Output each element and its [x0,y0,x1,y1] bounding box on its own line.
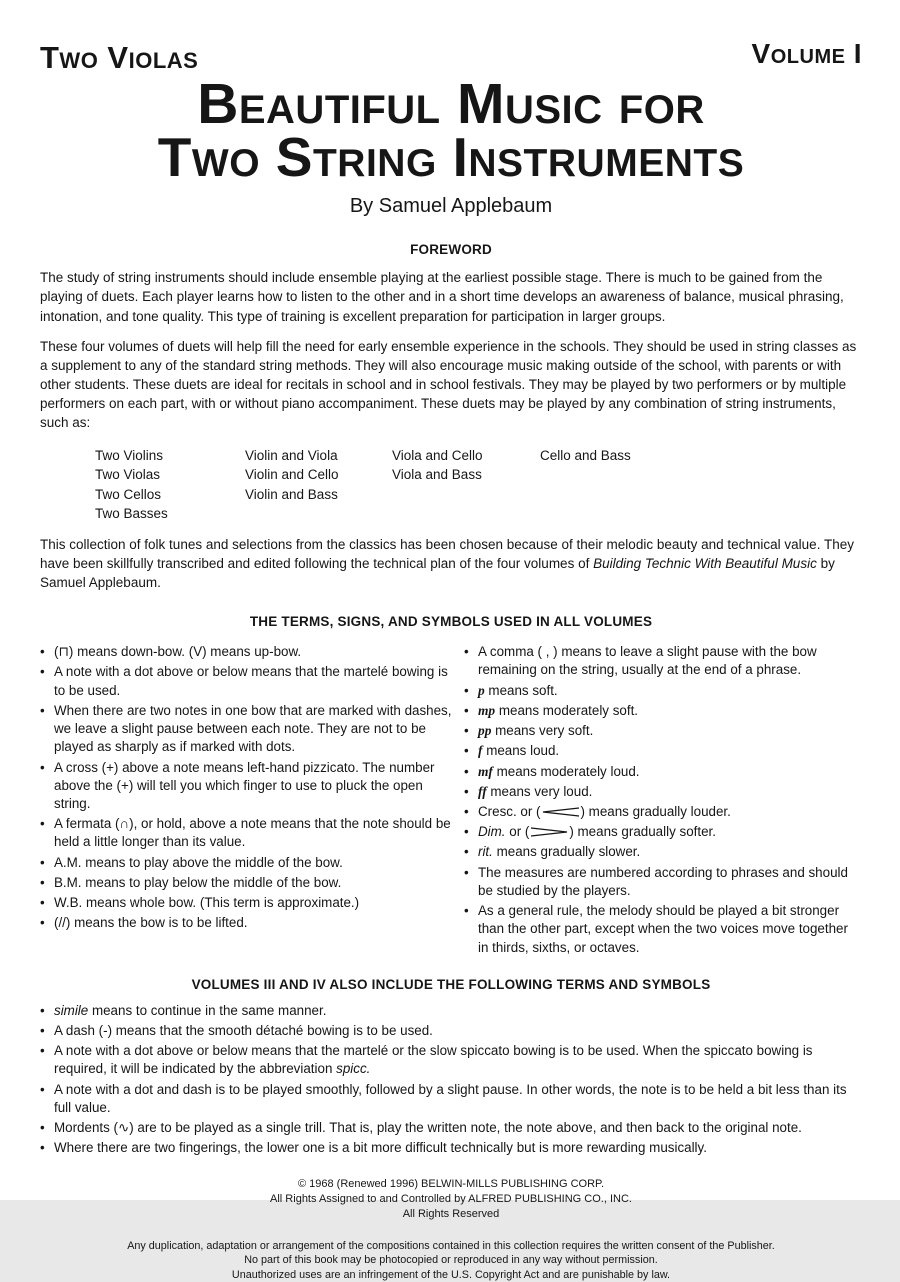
decrescendo-icon [530,827,568,837]
copyright-line-2: All Rights Assigned to and Controlled by ALFRED PUBLISHING CO., INC. [270,1193,632,1205]
dynamic-symbol-pp: pp [478,723,492,739]
combination-item: Cello and Bass [540,447,631,463]
foreword-paragraph-3 [40,535,862,592]
copyright-line-3: All Rights Reserved [402,1207,500,1220]
dynamic-symbol-mp: mp [478,702,496,718]
term-item [464,843,862,861]
term-text: or ( [505,824,530,840]
term-item: • When there are two notes in one bow that are marked with dashes, we leave a slight pause between each note. They are not to be played as sharply as if marked with dots. [40,702,454,757]
term-text: ) means gradually louder. [580,803,731,819]
terms-section-heading: THE TERMS, SIGNS, AND SYMBOLS USED IN ALL VOLUMES [249,614,653,630]
term-item: • A note with a dot above or below means that the martelé bowing is to be used. [40,663,454,699]
term-item: • Mordents (∿) are to be played as a single trill. That is, play the written note, the note above, and then back to the original note. [40,1119,862,1137]
foreword-paragraph-2: These four volumes of duets will help fill the need for early ensemble experience in the schools. They should be used in string classes as a supplement to any of the standard string methods. They will also encourage music making outside of the school, with parents or with other students. These duets are ideal for recitals in school and in school festivals. They may be played by two performers or by multiple performers on each part, with or without piano accompaniment. These duets may be played by any combination of string instruments, such as: [40,338,857,431]
simile-label: simile [54,1002,89,1018]
combination-item: Two Basses [95,506,168,522]
term-text: means gradually slower. [492,844,641,860]
book-title-line2: Two String Instruments [157,126,745,189]
terms-right-list [464,643,862,957]
paragraph-text: by Samuel Applebaum. [40,555,835,591]
term-item [464,702,862,720]
book-reference-italic: Building Technic With Beautiful Music [593,555,817,571]
term-item [464,823,862,841]
rit-label: rit. [478,844,493,860]
term-item [464,722,862,740]
term-item [464,783,862,801]
combination-item: Two Violins [95,447,164,463]
combination-item: Violin and Viola [245,447,338,463]
term-text: means moderately loud. [492,763,640,779]
term-item [40,1042,862,1078]
term-text: A note with a dot above or below means that the martelé or the slow spiccato bowing is to be used. When the spiccato bowing is required, it will be indicated by the abbreviation [54,1043,813,1077]
volume-label: Volume I [751,38,862,69]
combinations-column-1 [95,446,245,524]
term-item: • B.M. means to play below the middle of the bow. [40,874,454,892]
paragraph-text: This collection of folk tunes and selections from the classics has been chosen because of their melodic beauty and technical value. They have been skillfully transcribed and edited following the technical plan of the four volumes of [40,536,854,571]
instrument-combinations-table [95,446,862,524]
dynamic-symbol-p: p [478,682,485,698]
disclaimer-line-2: No part of this book may be photocopied or reproduced in any way without permission. [244,1254,658,1267]
term-item: • A fermata (∩), or hold, above a note means that the note should be held a little longer than its value. [40,815,454,851]
combination-item: Viola and Bass [392,467,482,483]
volumes-terms-list [40,1002,862,1158]
terms-right-column [454,641,862,957]
combinations-column-4 [540,446,690,524]
foreword-paragraph-1: The study of string instruments should include ensemble playing at the earliest possible stage. There is much to be gained from the playing of duets. Each player learns how to listen to the other and in a short time develops an awareness of balance, musical phrasing, intonation, and tone quality. This type of training is excellent preparation for participation in larger groups. [40,270,844,324]
term-item [40,1002,862,1020]
copyright-block [40,1177,862,1221]
instrument-label: Two Violas [40,40,199,75]
term-item: • A dash (-) means that the smooth détaché bowing is to be used. [40,1022,862,1040]
terms-two-columns [40,641,862,957]
crescendo-icon [542,807,580,817]
term-item: • As a general rule, the melody should be played a bit stronger than the other part, except when the two voices move together in thirds, sixths, or octaves. [464,902,862,957]
page-header [40,38,862,75]
disclaimer-line-1: Any duplication, adaptation or arrangement of the compositions contained in this collection requires the written consent of the Publisher. [127,1240,775,1253]
combination-item: Two Violas [95,467,161,483]
author-byline: By Samuel Applebaum [349,195,553,218]
volumes-section-heading: VOLUMES III AND IV ALSO INCLUDE THE FOLLOWING TERMS AND SYMBOLS [191,976,711,992]
term-text: means soft. [484,682,558,698]
terms-left-column [40,641,454,957]
term-text: means loud. [482,743,560,759]
term-item: • A note with a dot and dash is to be played smoothly, followed by a slight pause. In other words, the note is to be held a bit less than its full value. [40,1081,862,1117]
term-text: means very soft. [491,723,594,739]
combination-item: Viola and Cello [392,447,483,463]
term-item [464,682,862,700]
dynamic-symbol-ff: ff [478,783,487,799]
combinations-column-2 [245,446,392,524]
term-item: • The measures are numbered according to phrases and should be studied by the players. [464,864,862,900]
term-item [464,803,862,821]
combinations-column-3 [392,446,540,524]
term-text: means to continue in the same manner. [88,1002,327,1018]
book-title-line1: Beautiful Music for [197,72,705,136]
legal-disclaimer-block [40,1239,862,1282]
term-item [464,742,862,760]
copyright-line-1: © 1968 (Renewed 1996) BELWIN-MILLS PUBLISHING CORP. [297,1178,605,1191]
term-item: • (⊓) means down-bow. (V) means up-bow. [40,643,454,661]
disclaimer-line-3: Unauthorized uses are an infringement of the U.S. Copyright Act and are punishable by law. [231,1268,671,1281]
term-text: means very loud. [486,783,593,799]
combination-item: Two Cellos [95,486,162,502]
term-item: • Where there are two fingerings, the lower one is a bit more difficult technically but is more rewarding musically. [40,1139,862,1157]
combination-item: Violin and Bass [245,486,338,502]
term-text: means moderately soft. [495,702,639,718]
term-item: • W.B. means whole bow. (This term is approximate.) [40,894,454,912]
term-item: • A comma ( , ) means to leave a slight pause with the bow remaining on the string, usually at the end of a phrase. [464,643,862,679]
dynamic-symbol-f: f [478,743,483,759]
foreword-heading: FOREWORD [410,242,492,258]
term-item: • A.M. means to play above the middle of the bow. [40,854,454,872]
terms-left-list [40,643,454,932]
term-item: • A cross (+) above a note means left-hand pizzicato. The number above the (+) will tell you which finger to use to pluck the open string. [40,759,454,814]
dim-label: Dim. [478,824,506,840]
term-text: Cresc. or ( [478,803,541,819]
dynamic-symbol-mf: mf [478,763,493,779]
term-item: • (//) means the bow is to be lifted. [40,914,454,932]
spicc-label: spicc. [336,1061,371,1077]
combination-item: Violin and Cello [245,467,339,483]
term-item [464,763,862,781]
term-text: ) means gradually softer. [569,824,716,840]
